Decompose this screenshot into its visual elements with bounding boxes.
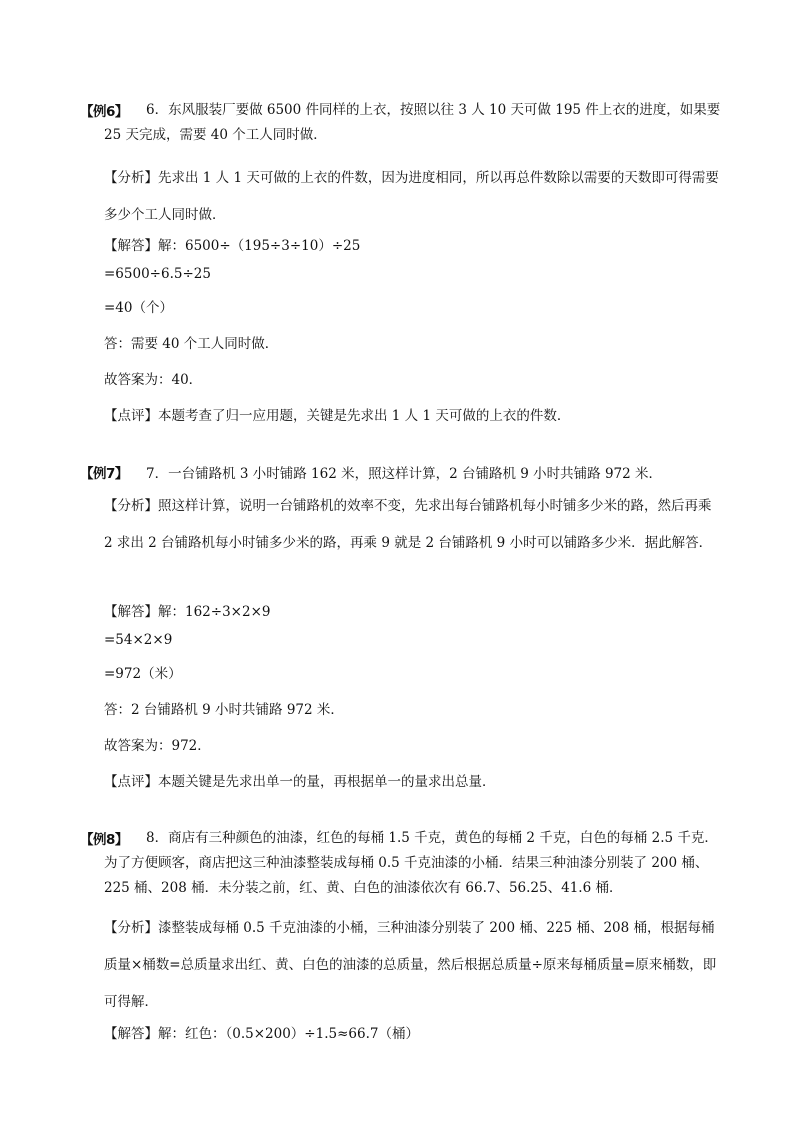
example-tag: 【例8】 xyxy=(80,832,128,848)
question-text: 6．东风服装厂要做 6500 件同样的上衣，按照以往 3 人 10 天可做 195 件上衣的进度，如果要 25 天完成，需要 40 个工人同时做． xyxy=(104,102,721,143)
analysis-text: 【分析】先求出 1 人 1 天可做的上衣的件数，因为进度相同，所以再总件数除以需要的天数即可得需要多少个工人同时做． xyxy=(104,170,719,223)
analysis-text: 【分析】漆整装成每桶 0.5 千克油漆的小桶，三种油漆分别装了 200 桶、225 桶、208 桶，根据每桶质量×桶数=总质量求出红、黄、白色的油漆的总质量，然后根据总质量÷原来每桶质量=原来桶数，即可得解． xyxy=(104,920,717,1010)
example-tag: 【例6】 xyxy=(80,104,128,120)
answer-line: =972（米） xyxy=(104,666,182,682)
answer-line: 答：需要 40 个工人同时做． xyxy=(104,336,279,352)
answer-line: =40（个） xyxy=(104,300,173,316)
review-line: 【点评】本题考查了归一应用题，关键是先求出 1 人 1 天可做的上衣的件数． xyxy=(104,408,571,424)
answer-line: 【解答】解：6500÷（195÷3÷10）÷25 xyxy=(104,238,361,254)
answer-line: 答：2 台铺路机 9 小时共铺路 972 米． xyxy=(104,702,344,718)
answer-line: 【解答】解：162÷3×2×9 xyxy=(104,604,271,620)
question-text: 7．一台铺路机 3 小时铺路 162 米，照这样计算，2 台铺路机 9 小时共铺路 972 米． xyxy=(146,466,663,482)
answer-line: 故答案为：40． xyxy=(104,372,203,388)
analysis-text: 【分析】照这样计算，说明一台铺路机的效率不变，先求出每台铺路机每小时铺多少米的路，然后再乘 2 求出 2 台铺路机每小时铺多少米的路，再乘 9 就是 2 台铺路机 9 小时可以铺路多少米．据此解答． xyxy=(104,498,713,551)
answer-line: =6500÷6.5÷25 xyxy=(104,266,211,282)
answer-line: =54×2×9 xyxy=(104,632,173,648)
example-tag: 【例7】 xyxy=(80,466,128,482)
review-line: 【点评】本题关键是先求出单一的量，再根据单一的量求出总量． xyxy=(104,774,496,790)
question-text: 8．商店有三种颜色的油漆，红色的每桶 1.5 千克，黄色的每桶 2 千克，白色的每桶 2.5 千克．为了方便顾客，商店把这三种油漆整装成每桶 0.5 千克油漆的小桶．结果三种油漆分别装了 200 桶、225 桶、208 桶．未分装之前，红、黄、白色的油漆依次有 66.7、56.25、41.6 桶． xyxy=(104,830,718,896)
answer-line: 故答案为：972． xyxy=(104,738,211,754)
answer-line: 【解答】解：红色：（0.5×200）÷1.5≈66.7（桶） xyxy=(104,1026,419,1042)
